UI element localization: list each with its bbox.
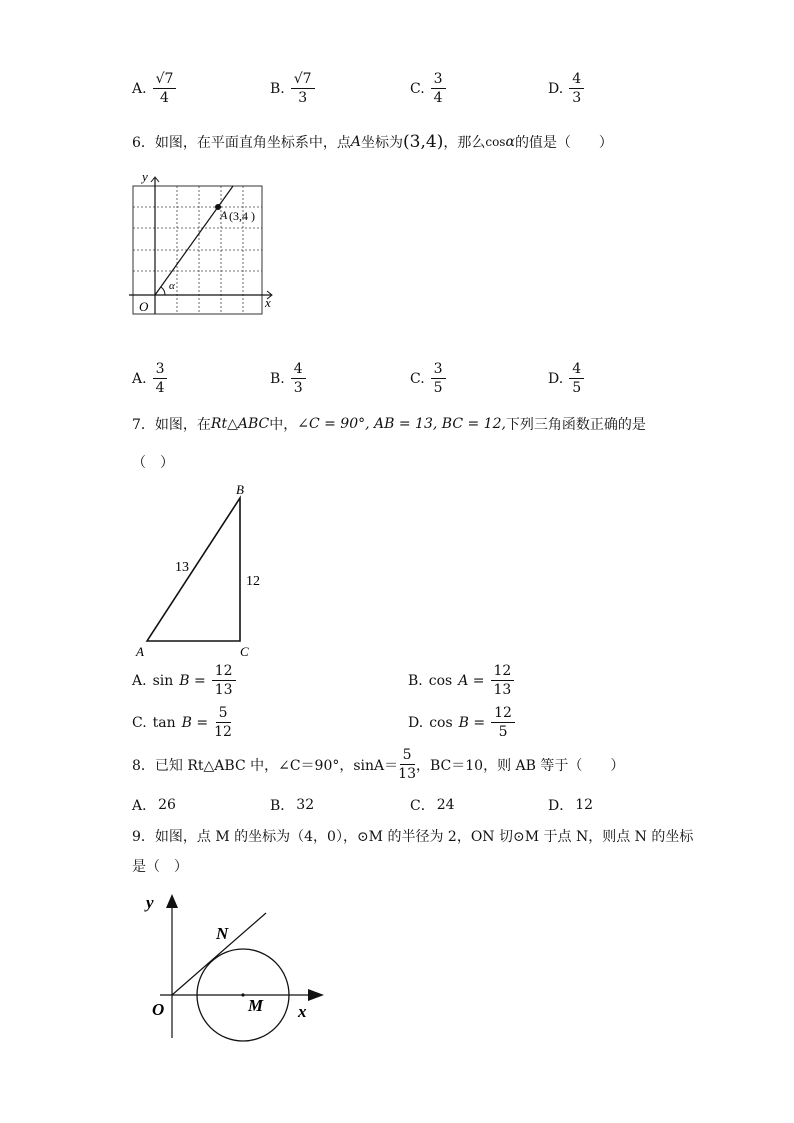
fraction: $\frac{5}{13}$ — [398, 747, 416, 782]
q8-stem-text: ，BC＝10，则 AB 等于（ ） — [416, 757, 625, 774]
q6-option-c[interactable] — [410, 362, 446, 395]
func-var: B = — [458, 714, 486, 731]
fraction: $\frac{4}{3}$ — [291, 362, 306, 395]
angle-arc — [161, 287, 165, 295]
option-value: 24 — [436, 797, 455, 813]
fraction: $\frac{√7}{4}$ — [153, 72, 177, 105]
side-bc-label: 12 — [246, 574, 260, 589]
q7-stem-text: 中， — [269, 417, 298, 433]
fraction: $\frac{3}{4}$ — [153, 362, 168, 395]
point-m-label: M — [248, 996, 264, 1015]
point-a-coords: (3,4 ) — [229, 209, 255, 223]
x-label: x — [298, 1002, 307, 1021]
q6-stem — [132, 132, 613, 152]
option-label: A. — [132, 80, 147, 97]
point-n-label: N — [216, 924, 229, 943]
triangle-abc — [147, 498, 240, 641]
func-var: B = — [181, 714, 209, 731]
q7-conditions: ∠C = 90°, AB = 13, BC = 12, — [297, 416, 506, 432]
q7-stem — [132, 414, 646, 434]
q6-option-d[interactable] — [548, 362, 584, 395]
fraction: $\frac{12}{5}$ — [491, 706, 515, 739]
y-label: y — [146, 893, 154, 912]
q7-option-b[interactable] — [408, 664, 514, 697]
alpha-label: α — [169, 280, 175, 292]
option-label: D． — [548, 798, 574, 814]
q6-cos: cos — [485, 135, 506, 149]
q6-point: A — [350, 134, 362, 150]
func-name: cos — [429, 714, 453, 731]
fraction: $\frac{4}{3}$ — [569, 72, 584, 105]
vertex-b: B — [236, 482, 244, 497]
origin-label: O — [152, 1000, 165, 1019]
func-var: A = — [458, 672, 485, 689]
q6-option-b[interactable] — [270, 362, 306, 395]
option-value: 32 — [296, 797, 315, 813]
q7-triangle: Rt△ABC — [210, 416, 270, 432]
y-label: y — [142, 169, 148, 184]
center-m-point — [241, 993, 244, 996]
q6-coords: (3,4) — [403, 132, 444, 152]
q7-triangle-figure — [130, 480, 280, 662]
fraction: $\frac{3}{5}$ — [431, 362, 446, 395]
y-arrow-icon — [166, 894, 178, 908]
fraction: $\frac{5}{12}$ — [214, 705, 232, 740]
x-arrow-icon — [308, 989, 324, 1001]
option-label: D. — [548, 80, 564, 97]
q8-stem — [132, 748, 624, 781]
hypotenuse-label: 13 — [175, 560, 189, 575]
option-label: A. — [132, 370, 147, 387]
option-label: D. — [548, 370, 564, 387]
q7-stem-text: 7．如图，在 — [132, 417, 211, 433]
fraction: $\frac{12}{13}$ — [212, 664, 236, 697]
func-name: tan — [152, 714, 176, 731]
q7-option-c[interactable] — [132, 706, 232, 739]
q6-alpha: α — [505, 134, 515, 150]
q8-option-c[interactable] — [410, 795, 455, 815]
x-label: x — [265, 295, 271, 310]
q7-option-a[interactable] — [132, 664, 236, 697]
q7-stem-text: 下列三角函数正确的是 — [505, 417, 646, 433]
fraction: $\frac{4}{5}$ — [569, 362, 584, 395]
fraction: $\frac{√7}{3}$ — [291, 72, 315, 105]
q6-stem-text: 6．如图，在平面直角坐标系中，点 — [132, 135, 351, 151]
option-label: B. — [270, 370, 285, 387]
q7-answer-paren: （ ） — [132, 455, 174, 471]
q6-grid-figure — [125, 168, 285, 323]
q9-circle-figure — [140, 888, 340, 1048]
q9-stem-line1: 9．如图，点 M 的坐标为（4，0），⊙M 的半径为 2，ON 切⊙M 于点 N，则点 N 的坐标 — [132, 829, 694, 845]
q8-option-b[interactable] — [270, 795, 314, 815]
point-a-label: A — [220, 208, 228, 222]
q5-option-d[interactable] — [548, 72, 584, 105]
func-name: cos — [428, 672, 453, 689]
option-label: B. — [270, 80, 285, 97]
option-label: C. — [410, 370, 425, 387]
func-var: B = — [179, 672, 206, 689]
fraction: $\frac{3}{4}$ — [431, 72, 446, 105]
option-label: D. — [408, 714, 424, 731]
origin-label: O — [139, 299, 149, 314]
option-label: A． — [132, 798, 157, 814]
vertex-a: A — [136, 644, 144, 659]
q6-stem-text: 的值是（ ） — [514, 135, 613, 151]
option-label: C. — [132, 714, 147, 731]
q6-option-a[interactable] — [132, 362, 167, 395]
vertex-c: C — [240, 644, 249, 659]
option-value: 26 — [158, 797, 176, 813]
q8-stem-text: 8．已知 Rt△ABC 中，∠C＝90°，sinA＝ — [132, 757, 399, 774]
q7-option-d[interactable] — [408, 706, 515, 739]
fraction: $\frac{12}{13}$ — [491, 664, 515, 697]
option-label: A. — [132, 672, 147, 689]
q5-option-b[interactable] — [270, 72, 315, 105]
q6-stem-text: ，那么 — [443, 135, 486, 151]
q5-option-a[interactable] — [132, 72, 176, 105]
option-label: C． — [410, 798, 435, 814]
q5-option-c[interactable] — [410, 72, 446, 105]
q8-option-d[interactable] — [548, 795, 593, 815]
option-label: C. — [410, 80, 425, 97]
q8-option-a[interactable] — [132, 795, 176, 815]
option-label: B. — [408, 672, 423, 689]
option-value: 12 — [575, 797, 594, 813]
q9-stem-line2: 是（ ） — [132, 859, 188, 875]
option-label: B． — [270, 798, 295, 814]
q6-stem-text: 坐标为 — [361, 135, 404, 151]
func-name: sin — [152, 672, 174, 689]
